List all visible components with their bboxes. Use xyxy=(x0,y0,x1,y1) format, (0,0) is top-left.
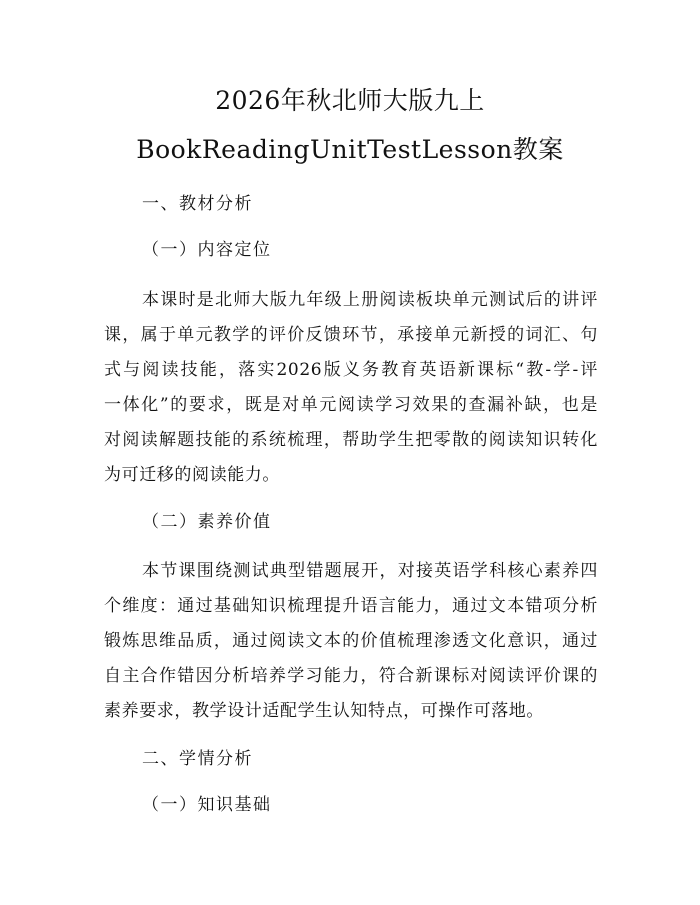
paragraph-line: 本节课围绕测试典型错题展开，对接英语学科核心素养四 xyxy=(142,561,598,581)
paragraph-line: 自主合作错因分析培养学习能力，符合新课标对阅读评价课的 xyxy=(104,666,598,686)
paragraph-line: 式与阅读技能，落实2026版义务教育英语新课标“教-学-评 xyxy=(104,360,598,380)
paragraph-line: 本课时是北师大版九年级上册阅读板块单元测试后的讲评 xyxy=(142,290,598,310)
paragraph-line: 一体化”的要求，既是对单元阅读学习效果的查漏补缺，也是 xyxy=(104,395,598,415)
document-title-line-1: 2026年秋北师大版九上 xyxy=(215,86,485,115)
subheading-knowledge-foundation: （一）知识基础 xyxy=(142,795,272,815)
subheading-literacy-value: （二）素养价值 xyxy=(142,512,272,532)
subheading-content-positioning: （一）内容定位 xyxy=(142,240,272,260)
paragraph-line: 课，属于单元教学的评价反馈环节，承接单元新授的词汇、句 xyxy=(104,325,598,345)
section-heading-textbook-analysis: 一、教材分析 xyxy=(142,194,253,214)
paragraph-line: 个维度：通过基础知识梳理提升语言能力，通过文本错项分析 xyxy=(104,596,598,616)
document-title-line-2: BookReadingUnitTestLesson教案 xyxy=(136,135,564,164)
paragraph-line: 为可迁移的阅读能力。 xyxy=(104,465,280,485)
paragraph-line: 锻炼思维品质，通过阅读文本的价值梳理渗透文化意识，通过 xyxy=(104,631,598,651)
paragraph-line: 素养要求，教学设计适配学生认知特点，可操作可落地。 xyxy=(104,701,544,721)
paragraph-line: 对阅读解题技能的系统梳理，帮助学生把零散的阅读知识转化 xyxy=(104,430,598,450)
section-heading-learner-analysis: 二、学情分析 xyxy=(142,749,253,769)
